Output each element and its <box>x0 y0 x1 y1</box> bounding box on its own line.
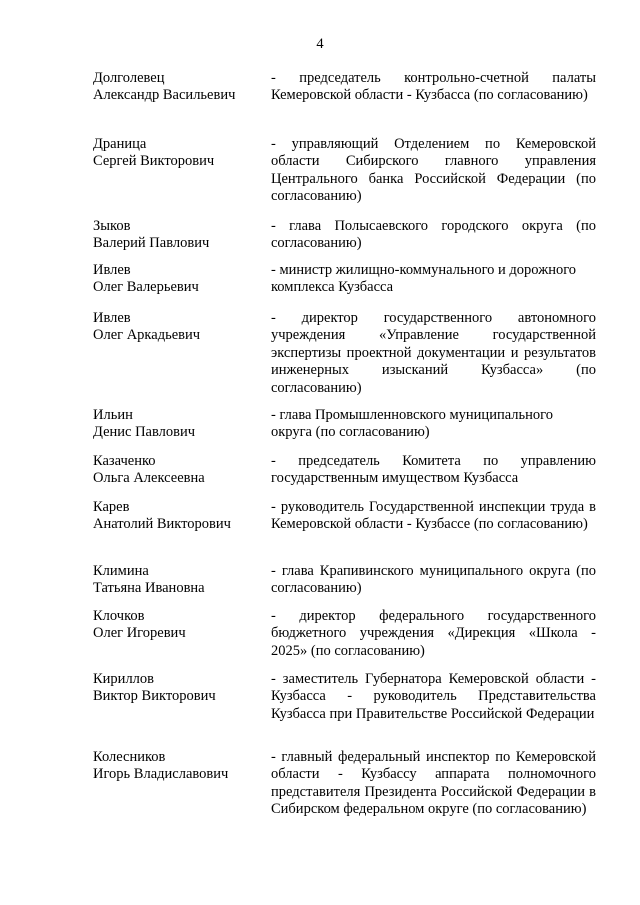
member-position: - руководитель Государственной инспекции труда в Кемеровской области - Кузбассе (по согласованию) <box>271 499 596 533</box>
member-name <box>93 608 268 643</box>
page-number: 4 <box>316 36 324 52</box>
member-given-names: Сергей Викторович <box>93 153 215 170</box>
member-position: - глава Полысаевского городского округа (по согласованию) <box>271 218 596 252</box>
member-position: - глава Крапивинского муниципального округа (по согласованию) <box>271 563 596 597</box>
member-surname: Долголевец <box>93 70 165 86</box>
member-surname: Ильин <box>93 407 133 423</box>
member-name <box>93 407 268 442</box>
member-surname: Кириллов <box>93 671 155 687</box>
member-name <box>93 563 268 598</box>
member-position: - директор федерального государственного бюджетного учреждения «Дирекция «Школа - 2025» (по согласованию) <box>271 608 596 659</box>
member-position: - директор государственного автономного учреждения «Управление государственной экспертизы проектной документации и результатов инженерных изысканий Кузбасса» (по согласованию) <box>271 310 596 396</box>
member-given-names: Олег Игоревич <box>93 625 186 642</box>
member-name <box>93 70 268 105</box>
member-surname: Ивлев <box>93 310 131 326</box>
member-surname: Клочков <box>93 608 145 624</box>
member-given-names: Татьяна Ивановна <box>93 580 205 597</box>
member-name <box>93 453 268 488</box>
member-surname: Климина <box>93 563 149 579</box>
member-name <box>93 749 268 784</box>
member-name <box>93 671 268 706</box>
member-name <box>93 136 268 171</box>
member-name <box>93 310 268 345</box>
member-position: - глава Промышленновского муниципального округа (по согласованию) <box>271 407 553 441</box>
member-surname: Ивлев <box>93 262 131 278</box>
member-given-names: Игорь Владиславович <box>93 766 229 783</box>
member-given-names: Денис Павлович <box>93 424 196 441</box>
member-position: - председатель Комитета по управлению государственным имуществом Кузбасса <box>271 453 596 487</box>
member-surname: Драница <box>93 136 147 152</box>
member-given-names: Ольга Алексеевна <box>93 470 205 487</box>
member-name <box>93 262 268 297</box>
member-surname: Колесников <box>93 749 166 765</box>
member-surname: Карев <box>93 499 130 515</box>
member-given-names: Олег Валерьевич <box>93 279 199 296</box>
member-position: - председатель контрольно-счетной палаты Кемеровской области - Кузбасса (по согласованию) <box>271 70 596 104</box>
member-position: - министр жилищно-коммунального и дорожного комплекса Кузбасса <box>271 262 577 296</box>
member-given-names: Александр Васильевич <box>93 87 236 104</box>
member-name <box>93 499 268 534</box>
member-given-names: Валерий Павлович <box>93 235 210 252</box>
member-given-names: Виктор Викторович <box>93 688 216 705</box>
member-name <box>93 218 268 253</box>
member-surname: Зыков <box>93 218 131 234</box>
member-list <box>0 70 640 900</box>
member-given-names: Олег Аркадьевич <box>93 327 201 344</box>
member-position: - главный федеральный инспектор по Кемеровской области - Кузбассу аппарата полномочного представителя Президента Российской Федерации в Сибирском федеральном округе (по согласованию) <box>271 749 596 818</box>
member-given-names: Анатолий Викторович <box>93 516 231 533</box>
member-position: - управляющий Отделением по Кемеровской области Сибирского главного управления Центрального банка Российской Федерации (по согласованию) <box>271 136 596 205</box>
member-surname: Казаченко <box>93 453 156 469</box>
member-position: - заместитель Губернатора Кемеровской области - Кузбасса - руководитель Представительства Кузбасса при Правительстве Российской Федерации <box>271 671 596 722</box>
